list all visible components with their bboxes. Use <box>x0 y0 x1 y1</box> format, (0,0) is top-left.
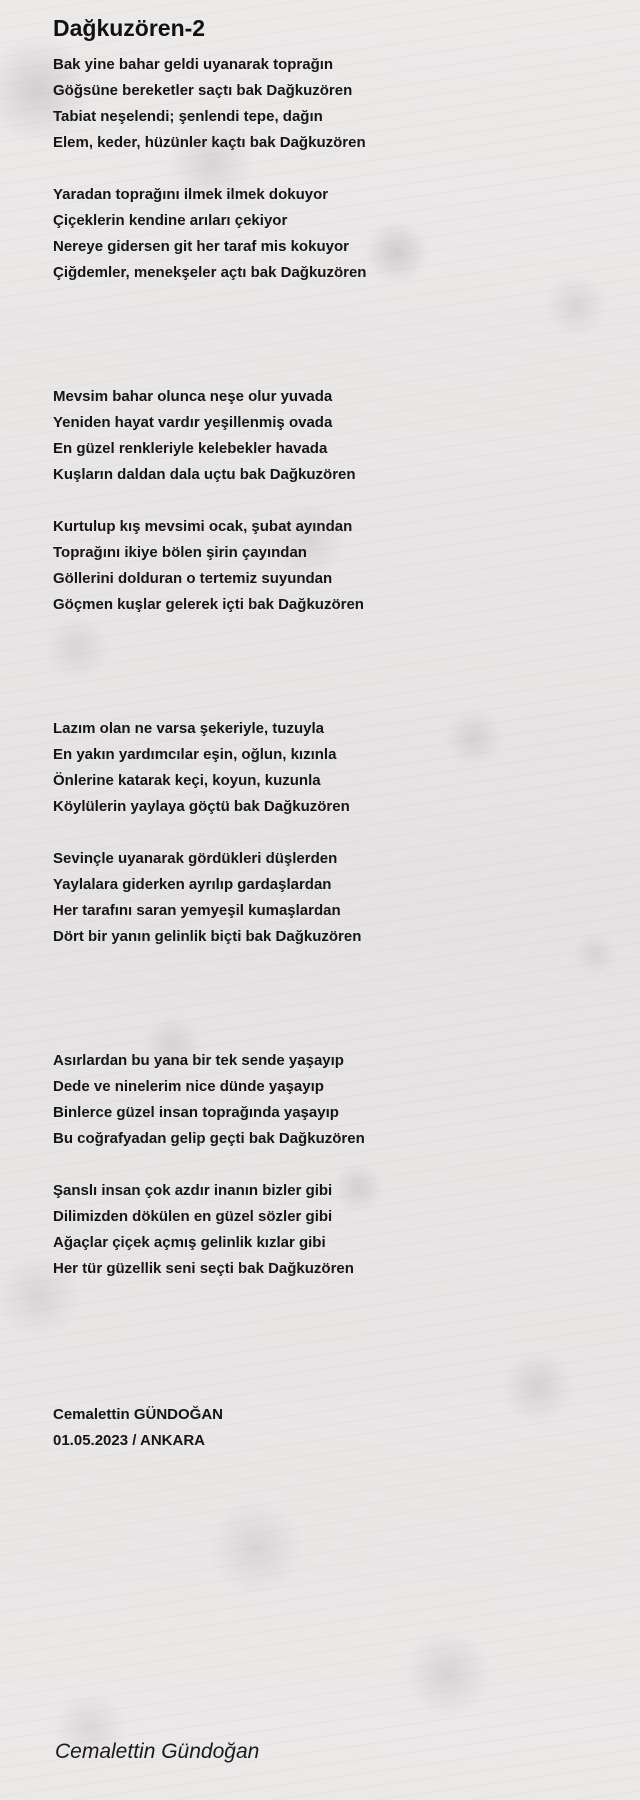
stanza-gap <box>53 820 613 846</box>
stanza-1 <box>53 52 613 156</box>
poem-line: Köylülerin yaylaya göçtü bak Dağkuzören <box>53 798 350 815</box>
poem-line: Kuşların daldan dala uçtu bak Dağkuzören <box>53 466 356 483</box>
poem-line: Tabiat neşelendi; şenlendi tepe, dağın <box>53 108 323 125</box>
poem-line: Bu coğrafyadan gelip geçti bak Dağkuzören <box>53 1130 365 1147</box>
poem-line: Kurtulup kış mevsimi ocak, şubat ayından <box>53 518 353 535</box>
stanza-gap <box>53 1152 613 1178</box>
poem-line: Yaradan toprağını ilmek ilmek dokuyor <box>53 186 329 203</box>
poem-line: Çiğdemler, menekşeler açtı bak Dağkuzören <box>53 264 367 281</box>
poem-line: Göçmen kuşlar gelerek içti bak Dağkuzören <box>53 596 364 613</box>
author-block <box>53 1402 613 1454</box>
poem-line: Dilimizden dökülen en güzel sözler gibi <box>53 1208 333 1225</box>
poem-line: Lazım olan ne varsa şekeriyle, tuzuyla <box>53 720 324 737</box>
stanza-7 <box>53 1048 613 1152</box>
poem-title: Dağkuzören-2 <box>53 15 206 41</box>
poem-line: Yeniden hayat vardır yeşillenmiş ovada <box>53 414 333 431</box>
stanza-4 <box>53 514 613 618</box>
poem-line: Binlerce güzel insan toprağında yaşayıp <box>53 1104 339 1121</box>
poem-line: Yaylalara giderken ayrılıp gardaşlardan <box>53 876 332 893</box>
poem-line: Her tarafını saran yemyeşil kumaşlardan <box>53 902 341 919</box>
poem-line: Önlerine katarak keçi, koyun, kuzunla <box>53 772 321 789</box>
poem-line: Göğsüne bereketler saçtı bak Dağkuzören <box>53 82 353 99</box>
section-gap <box>53 286 613 384</box>
poem-page <box>53 12 613 1454</box>
poem-body <box>53 52 613 1282</box>
poem-line: Bak yine bahar geldi uyanarak toprağın <box>53 56 334 73</box>
poem-line: Elem, keder, hüzünler kaçtı bak Dağkuzören <box>53 134 366 151</box>
poem-line: Sevinçle uyanarak gördükleri düşlerden <box>53 850 338 867</box>
signature: Cemalettin Gündoğan <box>55 1740 260 1763</box>
stanza-5 <box>53 716 613 820</box>
poem-line: Asırlardan bu yana bir tek sende yaşayıp <box>53 1052 344 1069</box>
poem-line: Toprağını ikiye bölen şirin çayından <box>53 544 307 561</box>
poem-line: Nereye gidersen git her taraf mis kokuyor <box>53 238 349 255</box>
poem-line: Dört bir yanın gelinlik biçti bak Dağkuzören <box>53 928 362 945</box>
stanza-gap <box>53 156 613 182</box>
poem-line: Şanslı insan çok azdır inanın bizler gibi <box>53 1182 333 1199</box>
stanza-2 <box>53 182 613 286</box>
stanza-3 <box>53 384 613 488</box>
poem-line: Ağaçlar çiçek açmış gelinlik kızlar gibi <box>53 1234 326 1251</box>
stanza-gap <box>53 488 613 514</box>
stanza-6 <box>53 846 613 950</box>
poem-line: Göllerini dolduran o tertemiz suyundan <box>53 570 333 587</box>
section-gap <box>53 950 613 1048</box>
poem-line: En yakın yardımcılar eşin, oğlun, kızınla <box>53 746 337 763</box>
author-name: Cemalettin GÜNDOĞAN <box>53 1406 224 1423</box>
section-gap <box>53 618 613 716</box>
date-place: 01.05.2023 / ANKARA <box>53 1432 206 1449</box>
poem-line: Çiçeklerin kendine arıları çekiyor <box>53 212 288 229</box>
poem-line: Dede ve ninelerim nice dünde yaşayıp <box>53 1078 324 1095</box>
poem-line: En güzel renkleriyle kelebekler havada <box>53 440 328 457</box>
poem-line: Her tür güzellik seni seçti bak Dağkuzören <box>53 1260 354 1277</box>
stanza-8 <box>53 1178 613 1282</box>
poem-line: Mevsim bahar olunca neşe olur yuvada <box>53 388 333 405</box>
